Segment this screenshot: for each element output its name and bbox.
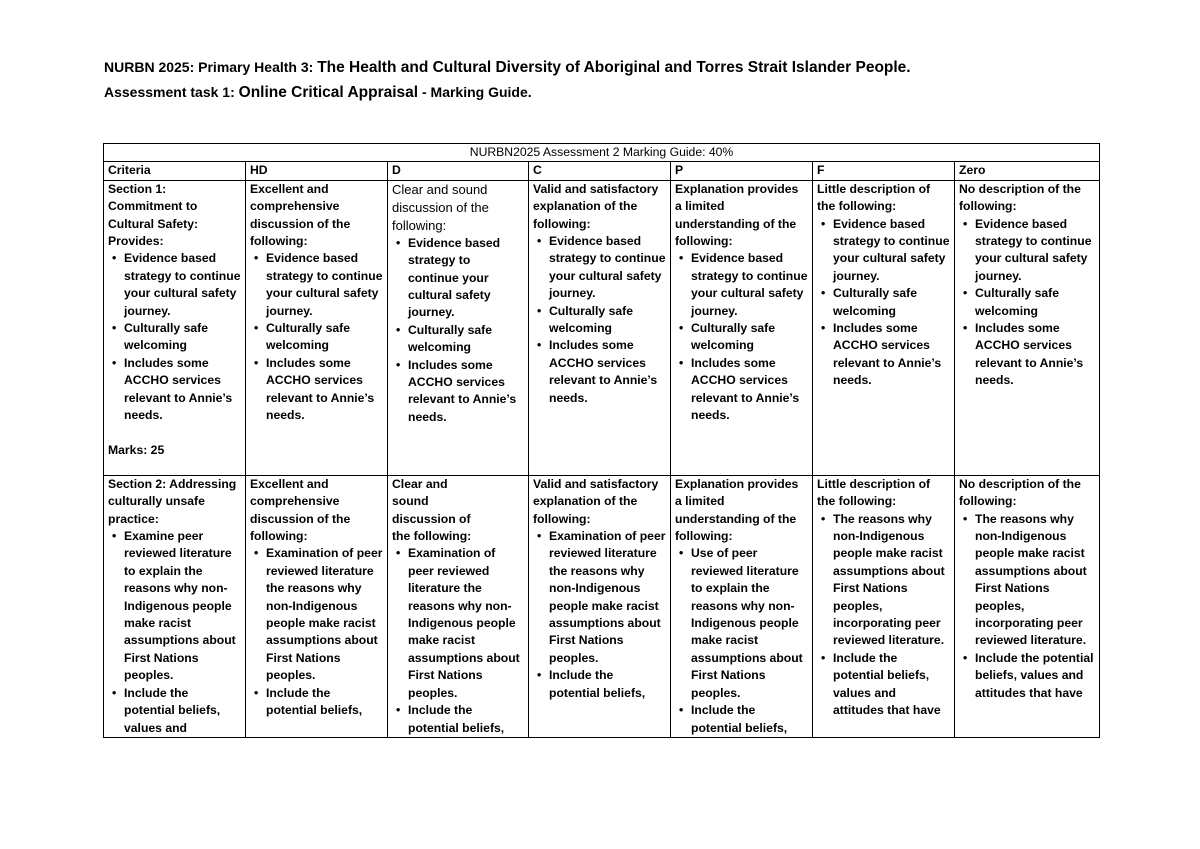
bullet-item: • Examination of peer reviewed literature the reasons why non-Indigenous people make racist assumptions about First Nations peoples. [408, 545, 524, 702]
bullet-item: • Examine peer reviewed literature to explain the reasons why non-Indigenous people make racist assumptions about First Nations peoples. [124, 528, 241, 685]
cell-bullet-list [250, 250, 383, 424]
cell-bullet-list [959, 216, 1095, 390]
subtitle-suffix: - Marking Guide. [418, 84, 532, 100]
bullet-item: • Culturally safe welcoming [975, 285, 1095, 320]
cell-bullet-list [108, 528, 241, 737]
section1-c-cell [529, 180, 671, 475]
bullet-item: • Examination of peer reviewed literature the reasons why non-Indigenous people make racist assumptions about First Nations peoples. [549, 528, 666, 667]
cell-bullet-list [392, 235, 524, 426]
bullet-item: • Includes some ACCHO services relevant to Annie’s needs. [691, 355, 808, 425]
table-caption-row [104, 144, 1100, 162]
cell-bullet-list [959, 511, 1095, 702]
marking-guide-table [103, 143, 1100, 738]
header-f: F [813, 162, 955, 180]
section2-zero-cell [955, 475, 1100, 737]
section2-d-cell [388, 475, 529, 737]
bullet-item: • Includes some ACCHO services relevant to Annie’s needs. [549, 337, 666, 407]
cell-bullet-list [392, 545, 524, 736]
bullet-item: • Includes some ACCHO services relevant to Annie’s needs. [975, 320, 1095, 390]
cell-intro: Section 1: Commitment to Cultural Safety: Provides: [108, 181, 199, 249]
bullet-item: • Culturally safe welcoming [266, 320, 383, 355]
cell-bullet-list [675, 250, 808, 424]
bullet-item: • Include the potential beliefs, [408, 702, 524, 737]
section2-c-cell [529, 475, 671, 737]
section1-criteria-cell [104, 180, 246, 475]
subtitle-prefix: Assessment task 1: [104, 84, 239, 100]
cell-intro: Clear and sound discussion of the following: [392, 476, 472, 544]
bullet-item: • Evidence based strategy to continue your cultural safety journey. [124, 250, 241, 320]
cell-intro: Little description of the following: [817, 476, 931, 509]
cell-intro: Explanation provides a limited understanding of the following: [675, 476, 799, 544]
bullet-item: • The reasons why non-Indigenous people make racist assumptions about First Nations peoples, incorporating peer reviewed literature. [833, 511, 950, 650]
document-subtitle [104, 84, 532, 102]
bullet-item: • Culturally safe welcoming [691, 320, 808, 355]
bullet-item: • The reasons why non-Indigenous people make racist assumptions about First Nations peoples, incorporating peer reviewed literature. [975, 511, 1095, 650]
section1-zero-cell [955, 180, 1100, 475]
bullet-item: • Evidence based strategy to continue your cultural safety journey. [691, 250, 808, 320]
bullet-item: • Evidence based strategy to continue your cultural safety journey. [549, 233, 666, 303]
bullet-item: • Culturally safe welcoming [124, 320, 241, 355]
cell-intro: Section 2: Addressing culturally unsafe practice: [108, 476, 237, 526]
header-d: D [388, 162, 529, 180]
section1-p-cell [671, 180, 813, 475]
cell-intro: Clear and sound discussion of the following: [392, 181, 489, 233]
header-p: P [671, 162, 813, 180]
section2-criteria-cell [104, 475, 246, 737]
bullet-item: • Include the potential beliefs, values and attitudes that have [975, 650, 1095, 702]
cell-bullet-list [533, 528, 666, 702]
bullet-item: • Culturally safe welcoming [408, 322, 524, 357]
table-caption: NURBN2025 Assessment 2 Marking Guide: 40% [104, 144, 1100, 162]
bullet-item: • Include the potential beliefs, [549, 667, 666, 702]
cell-intro: No description of the following: [959, 476, 1081, 509]
bullet-item: • Evidence based strategy to continue your cultural safety journey. [975, 216, 1095, 286]
table-row-section-2 [104, 475, 1100, 737]
header-criteria: Criteria [104, 162, 246, 180]
bullet-item: • Includes some ACCHO services relevant to Annie’s needs. [833, 320, 950, 390]
section1-hd-cell [246, 180, 388, 475]
cell-intro: Valid and satisfactory explanation of the following: [533, 181, 659, 231]
cell-intro: Valid and satisfactory explanation of the following: [533, 476, 659, 526]
bullet-item: • Culturally safe welcoming [549, 303, 666, 338]
bullet-item: • Includes some ACCHO services relevant to Annie’s needs. [266, 355, 383, 425]
table-header-row [104, 162, 1100, 180]
header-c: C [529, 162, 671, 180]
cell-bullet-list [108, 250, 241, 424]
cell-bullet-list [675, 545, 808, 736]
cell-bullet-list [533, 233, 666, 407]
bullet-item: • Includes some ACCHO services relevant to Annie’s needs. [124, 355, 241, 425]
section2-hd-cell [246, 475, 388, 737]
title-prefix: NURBN 2025: Primary Health 3: [104, 59, 318, 75]
bullet-item: • Culturally safe welcoming [833, 285, 950, 320]
bullet-item: • Includes some ACCHO services relevant to Annie’s needs. [408, 357, 524, 427]
header-hd: HD [246, 162, 388, 180]
cell-bullet-list [817, 216, 950, 390]
subtitle-main: Online Critical Appraisal [238, 84, 419, 101]
bullet-item: • Include the potential beliefs, values and attitudes that have [833, 650, 950, 720]
section2-f-cell [813, 475, 955, 737]
cell-bullet-list [817, 511, 950, 720]
cell-intro: Little description of the following: [817, 181, 931, 214]
bullet-item: • Use of peer reviewed literature to explain the reasons why non-Indigenous people make racist assumptions about First Nations peoples. [691, 545, 808, 702]
bullet-item: • Include the potential beliefs, values and [124, 685, 241, 737]
bullet-item: • Evidence based strategy to continue your cultural safety journey. [408, 235, 524, 322]
cell-intro: Excellent and comprehensive discussion of the following: [250, 181, 351, 249]
section1-marks: Marks: 25 [108, 442, 165, 457]
bullet-item: • Evidence based strategy to continue your cultural safety journey. [833, 216, 950, 286]
header-zero: Zero [955, 162, 1100, 180]
cell-intro: Explanation provides a limited understanding of the following: [675, 181, 799, 249]
section2-p-cell [671, 475, 813, 737]
document-title [104, 59, 911, 77]
bullet-item: • Include the potential beliefs, [691, 702, 808, 737]
cell-intro: No description of the following: [959, 181, 1081, 214]
title-main: The Health and Cultural Diversity of Aboriginal and Torres Strait Islander People. [317, 59, 911, 76]
cell-intro: Excellent and comprehensive discussion of the following: [250, 476, 351, 544]
table-row-section-1 [104, 180, 1100, 475]
bullet-item: • Include the potential beliefs, [266, 685, 383, 720]
bullet-item: • Examination of peer reviewed literature the reasons why non-Indigenous people make racist assumptions about First Nations peoples. [266, 545, 383, 684]
section1-d-cell [388, 180, 529, 475]
bullet-item: • Evidence based strategy to continue your cultural safety journey. [266, 250, 383, 320]
section1-f-cell [813, 180, 955, 475]
cell-bullet-list [250, 545, 383, 719]
